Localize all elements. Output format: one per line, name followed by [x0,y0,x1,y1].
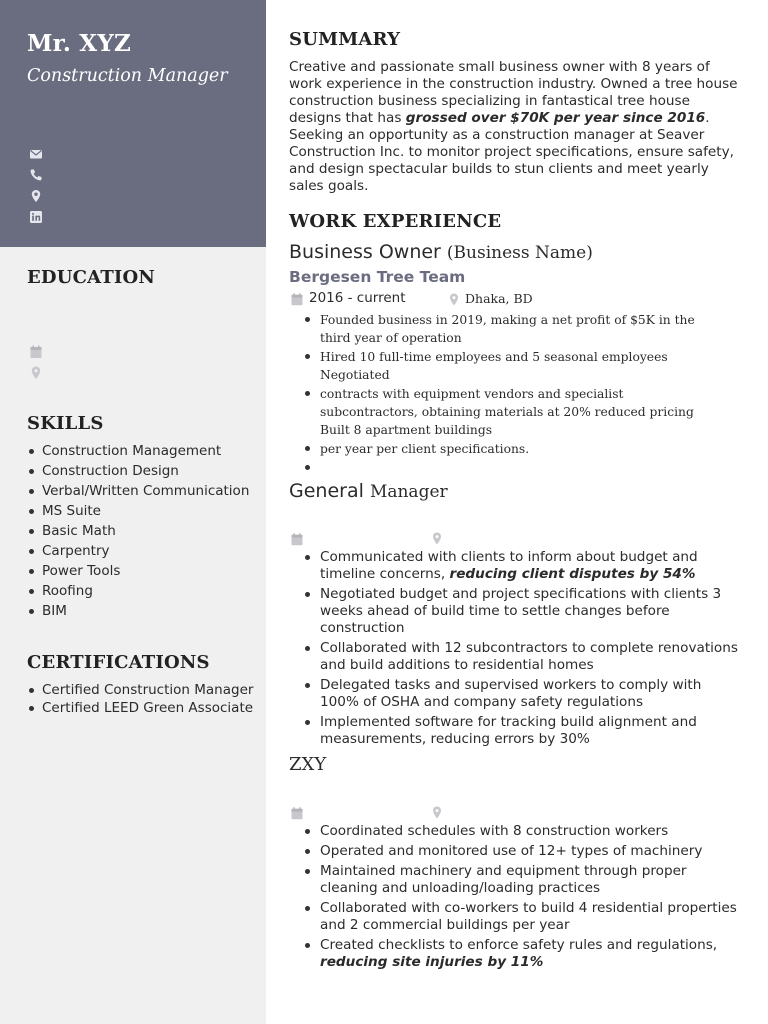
list-item: Coordinated schedules with 8 construction workers [320,823,742,840]
list-item: per year per client specifications. [320,440,720,458]
list-item: MS Suite [42,503,249,520]
calendar-icon [291,533,303,546]
summary-text-part: . Seeking an opportunity as a construction manager at Seaver Construction Inc. to monitor project specifications, ensure safety, and design spectacular builds to stun clients and meet yearly sales goals. [289,110,734,194]
list-item: Operated and monitored use of 12+ types of machinery [320,843,742,860]
job-title-text: Business Owner [289,241,441,263]
list-item: Implemented software for tracking build alignment and measurements, reducing errors by 30% [320,714,742,748]
list-item: Certified LEED Green Associate [42,700,257,717]
list-item: Hired 10 full-time employees and 5 seasonal employees Negotiated [320,348,720,384]
education-title: EDUCATION [27,267,156,288]
list-item: Founded business in 2019, making a net profit of $5K in the third year of operation [320,311,720,347]
skills-title: SKILLS [27,413,104,434]
job-bullets [320,311,720,478]
job-title-text: General [289,480,364,502]
list-item: Basic Math [42,523,249,540]
job-dates: 2016 - current [309,290,406,306]
bullet-highlight: reducing client disputes by 54% [449,566,696,582]
calendar-icon [30,345,42,359]
list-item: Verbal/Written Communication [42,483,250,499]
phone-icon[interactable] [29,168,43,182]
calendar-icon [291,293,303,306]
summary-title: SUMMARY [289,29,401,50]
job-location: Dhaka, BD [465,291,533,306]
map-pin-icon [448,293,460,306]
list-item: contracts with equipment vendors and specialist subcontractors, obtaining materials at 20% reduced pricing Built 8 apartment buildings [320,385,720,439]
profile-header [0,0,266,247]
bullet-text: Communicated with clients to inform about budget and timeline concerns, [320,549,698,582]
bullet-text: Created checklists to enforce safety rules and regulations, [320,937,718,953]
list-item: Negotiated budget and project specifications with clients 3 weeks ahead of build time to settle changes before construction [320,586,742,637]
list-item: Delegated tasks and supervised workers to comply with 100% of OSHA and company safety regulations [320,677,742,711]
summary-highlight: grossed over $70K per year since 2016 [405,110,706,126]
skills-list [42,443,249,623]
job-bullets [320,549,742,751]
list-item: Collaborated with 12 subcontractors to complete renovations and build additions to residential homes [320,640,742,674]
calendar-icon [291,807,303,820]
summary-text-part: Creative and passionate small business owner with 8 years of work experience in the construction industry. Owned a tree house construction business specializing in fantastical tree house designs that has [289,59,738,126]
linkedin-icon[interactable] [29,210,43,224]
list-item: Carpentry [42,543,249,560]
list-item: Power Tools [42,563,249,580]
list-item [320,937,742,971]
job-title-suffix: (Business Name) [446,243,593,263]
list-item: Collaborated with co-workers to build 4 residential properties and 2 commercial buildings per year [320,900,742,934]
certifications-list [42,682,257,718]
candidate-name: Mr. XYZ [27,30,131,57]
list-item: Roofing [42,583,249,600]
map-pin-icon [30,366,42,380]
bullet-highlight: reducing site injuries by 11% [320,954,544,970]
job-title [289,241,593,263]
job-title-suffix: Manager [369,482,448,502]
list-item: Construction Management [42,443,249,460]
map-pin-icon [431,532,443,545]
certifications-title: CERTIFICATIONS [27,652,210,673]
list-item: Construction Design [42,463,249,480]
job-title: ZXY [289,754,327,775]
work-experience-title: WORK EXPERIENCE [289,211,502,232]
map-pin-icon[interactable] [29,189,43,203]
summary-text [289,59,741,195]
list-item [320,549,742,583]
job-bullets [320,823,742,974]
job-title [289,480,448,502]
list-item: BIM [42,603,249,620]
candidate-role: Construction Manager [27,66,228,86]
list-item: Maintained machinery and equipment through proper cleaning and unloading/loading practices [320,863,742,897]
list-item [320,459,720,477]
list-item: Certified Construction Manager [42,682,257,699]
company-name: Bergesen Tree Team [289,268,466,286]
envelope-icon[interactable] [29,147,43,161]
map-pin-icon [431,806,443,819]
